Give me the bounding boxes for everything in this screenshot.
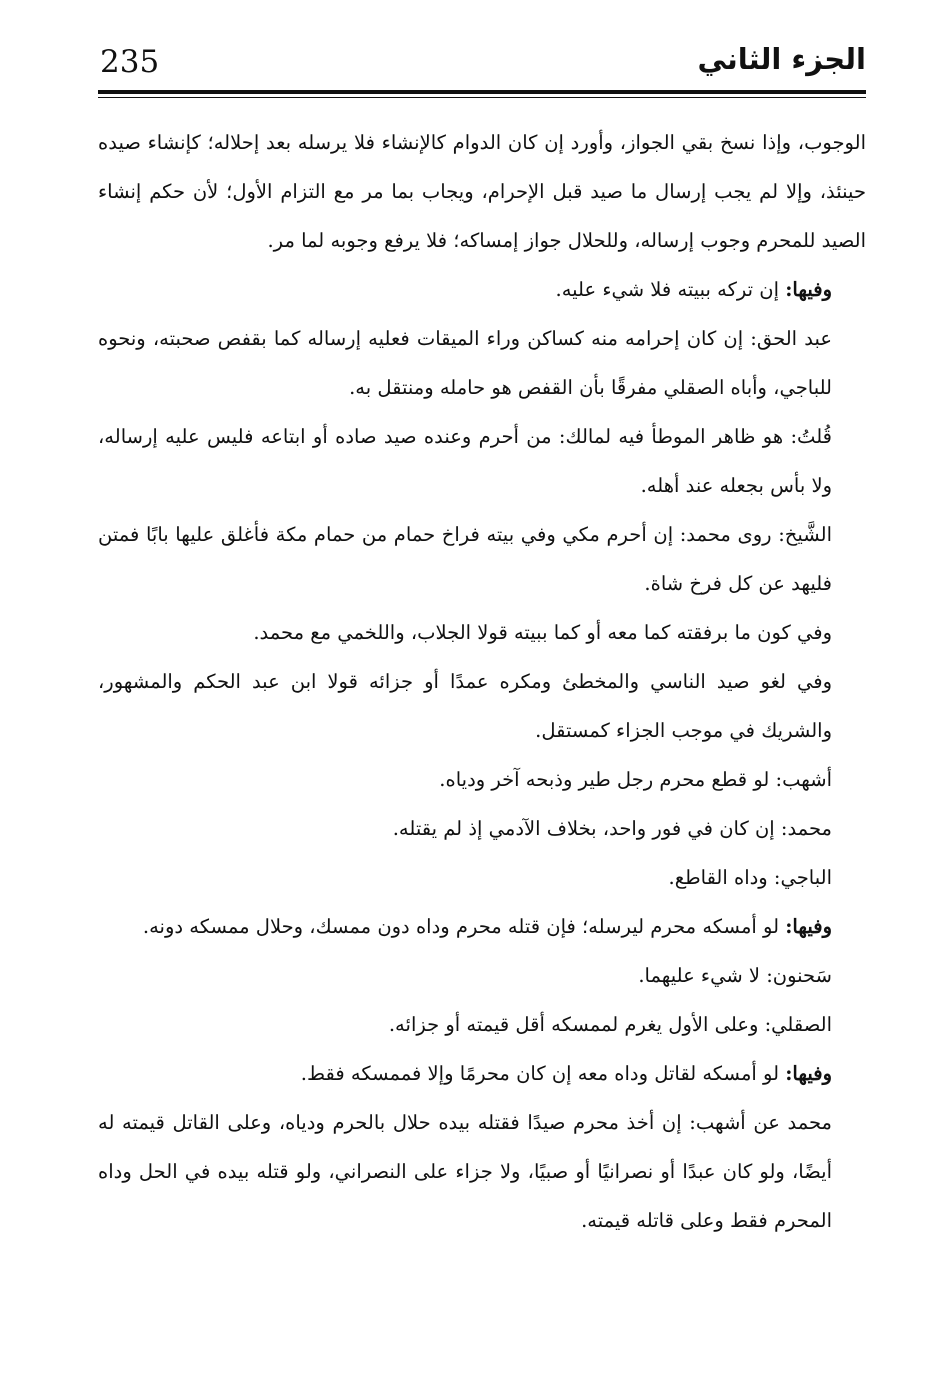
paragraph-text: لو أمسكه محرم ليرسله؛ فإن قتله محرم وداه دون ممسك، وحلال ممسكه دونه. xyxy=(142,915,786,938)
paragraph xyxy=(98,510,866,608)
paragraph-text: لو أمسكه لقاتل وداه معه إن كان محرمًا وإلا فممسكه فقط. xyxy=(300,1062,786,1085)
paragraph-text: وفي كون ما برفقته كما معه أو كما ببيته قولا الجلاب، واللخمي مع محمد. xyxy=(253,621,832,644)
paragraph xyxy=(98,412,866,510)
paragraph-text: الشَّيخ: روى محمد: إن أحرم مكي وفي بيته فراخ حمام من حمام مكة فأغلق عليها بابًا فمتن فليهد عن كل فرخ شاة. xyxy=(98,523,832,595)
paragraph xyxy=(98,951,866,1000)
header-rule-thin xyxy=(98,97,866,98)
paragraph xyxy=(98,657,866,755)
paragraph-text: قُلتُ: هو ظاهر الموطأ فيه لمالك: من أحرم وعنده صيد صاده أو ابتاعه فليس عليه إرساله، ولا بأس بجعله عند أهله. xyxy=(98,425,832,497)
paragraph xyxy=(98,755,866,804)
paragraph-text: الصقلي: وعلى الأول يغرم لممسكه أقل قيمته أو جزائه. xyxy=(388,1013,832,1036)
paragraph-text: عبد الحق: إن كان إحرامه منه كساكن وراء الميقات فعليه إرساله كما بقفص صحبته، ونحوه للباجي، وأباه الصقلي مفرقًا بأن القفص هو حامله ومنتقل به. xyxy=(98,327,832,399)
paragraph xyxy=(98,265,866,314)
running-head: الجزء الثاني xyxy=(697,42,866,76)
paragraph-text: الباجي: وداه القاطع. xyxy=(668,866,832,889)
paragraph-text: أشهب: لو قطع محرم رجل طير وذبحه آخر ودياه. xyxy=(439,768,832,791)
page-number: 235 xyxy=(100,44,160,80)
paragraph-text: وفي لغو صيد الناسي والمخطئ ومكره عمدًا أو جزائه قولا ابن عبد الحكم والمشهور، والشريك في موجب الجزاء كمستقل. xyxy=(98,670,832,742)
header-rule-thick xyxy=(98,90,866,94)
paragraph xyxy=(98,118,866,265)
paragraph xyxy=(98,314,866,412)
paragraph xyxy=(98,1000,866,1049)
paragraph-lead: وفيها: xyxy=(785,1062,832,1085)
paragraph-text: الوجوب، وإذا نسخ بقي الجواز، وأورد إن كان الدوام كالإنشاء فلا يرسله بعد إحلاله؛ كإنشاء صيده حينئذ، وإلا لم يجب إرسال ما صيد قبل الإحرام، ويجاب بما مر مع التزام الأول؛ لأن حكم إنشاء الصيد للمحرم وجوب إرساله، وللحلال جواز إمساكه؛ فلا يرفع وجوبه لما مر. xyxy=(98,131,866,252)
paragraph xyxy=(98,608,866,657)
paragraph xyxy=(98,804,866,853)
body-text xyxy=(98,118,866,1245)
paragraph-lead: وفيها: xyxy=(785,915,832,938)
paragraph-text: محمد: إن كان في فور واحد، بخلاف الآدمي إذ لم يقتله. xyxy=(392,817,832,840)
paragraph xyxy=(98,1098,866,1245)
paragraph xyxy=(98,1049,866,1098)
paragraph xyxy=(98,853,866,902)
paragraph-text: إن تركه ببيته فلا شيء عليه. xyxy=(555,278,786,301)
page-header xyxy=(98,38,866,92)
paragraph-text: محمد عن أشهب: إن أخذ محرم صيدًا فقتله بيده حلال بالحرم ودياه، وعلى القاتل قيمته له أيضًا، ولو كان عبدًا أو نصرانيًا أو صبيًا، ولا جزاء على النصراني، ولو قتله بيده في الحل وداه المحرم فقط وعلى قاتله قيمته. xyxy=(98,1111,832,1232)
paragraph xyxy=(98,902,866,951)
paragraph-text: سَحنون: لا شيء عليهما. xyxy=(638,964,832,987)
paragraph-lead: وفيها: xyxy=(785,278,832,301)
